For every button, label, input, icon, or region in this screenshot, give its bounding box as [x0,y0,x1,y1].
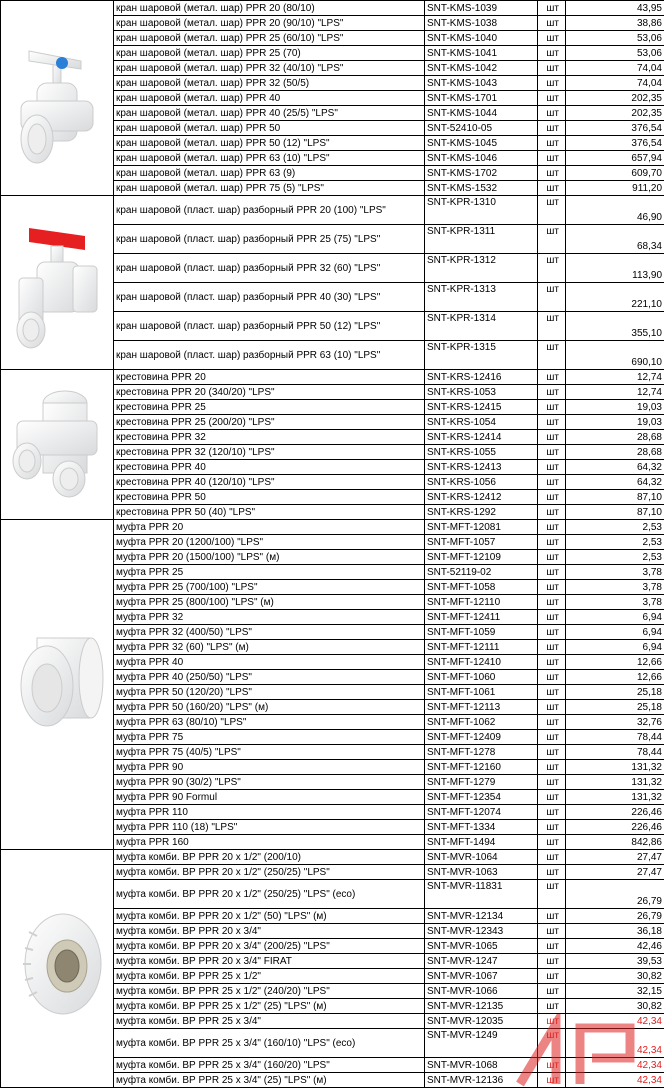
table-row [1,520,664,535]
product-name-cell: муфта комби. ВР PPR 25 х 3/4" [114,1014,425,1029]
product-image [1,520,114,850]
product-code-cell: SNT-KRS-12414 [425,430,538,445]
price-cell: 32,15 [566,984,664,999]
unit-cell: шт [538,196,566,225]
unit-cell: шт [538,91,566,106]
unit-cell: шт [538,1014,566,1029]
unit-cell: шт [538,490,566,505]
unit-cell: шт [538,520,566,535]
product-code-cell: SNT-KRS-12413 [425,460,538,475]
unit-cell: шт [538,760,566,775]
product-code-cell: SNT-KRS-1054 [425,415,538,430]
table-row [1,196,664,225]
unit-cell: шт [538,700,566,715]
product-code-cell: SNT-MVR-11831 [425,880,538,909]
price-cell: 26,79 [566,880,664,909]
product-name-cell: крестовина PPR 25 (200/20) "LPS" [114,415,425,430]
product-name-cell: муфта комби. ВР PPR 25 х 1/2" (25) "LPS" (м) [114,999,425,1014]
product-code-cell: SNT-MFT-1279 [425,775,538,790]
unit-cell: шт [538,640,566,655]
product-code-cell: SNT-KRS-12412 [425,490,538,505]
product-name-cell: муфта комби. ВР PPR 20 х 3/4" FIRAT [114,954,425,969]
unit-cell: шт [538,400,566,415]
price-cell: 78,44 [566,730,664,745]
unit-cell: шт [538,430,566,445]
price-cell: 3,78 [566,580,664,595]
product-name-cell: кран шаровой (пласт. шар) разборный PPR 20 (100) "LPS" [114,196,425,225]
product-code-cell: SNT-52410-05 [425,121,538,136]
price-cell: 64,32 [566,460,664,475]
product-name-cell: муфта PPR 20 [114,520,425,535]
price-cell: 42,34 [566,1073,664,1088]
product-name-cell: кран шаровой (метал. шар) PPR 20 (90/10) "LPS" [114,16,425,31]
price-cell: 355,10 [566,312,664,341]
unit-cell: шт [538,595,566,610]
product-name-cell: крестовина PPR 32 [114,430,425,445]
product-code-cell: SNT-KMS-1041 [425,46,538,61]
unit-cell: шт [538,460,566,475]
product-name-cell: муфта PPR 90 [114,760,425,775]
product-code-cell: SNT-MFT-1334 [425,820,538,835]
unit-cell: шт [538,745,566,760]
product-name-cell: муфта PPR 110 (18) "LPS" [114,820,425,835]
unit-cell: шт [538,225,566,254]
unit-cell: шт [538,254,566,283]
unit-cell: шт [538,415,566,430]
price-cell: 27,47 [566,865,664,880]
product-name-cell: муфта PPR 32 (60) "LPS" (м) [114,640,425,655]
product-name-cell: муфта комби. ВР PPR 20 х 1/2" (250/25) "LPS" [114,865,425,880]
product-name-cell: муфта PPR 75 (40/5) "LPS" [114,745,425,760]
product-code-cell: SNT-MFT-1058 [425,580,538,595]
product-name-cell: муфта PPR 25 [114,565,425,580]
product-code-cell: SNT-MVR-1063 [425,865,538,880]
price-cell: 78,44 [566,745,664,760]
product-name-cell: муфта комби. ВР PPR 25 х 1/2" [114,969,425,984]
unit-cell: шт [538,805,566,820]
product-image [1,1,114,196]
unit-cell: шт [538,166,566,181]
product-code-cell: SNT-MFT-12074 [425,805,538,820]
product-code-cell: SNT-MVR-1247 [425,954,538,969]
unit-cell: шт [538,924,566,939]
product-code-cell: SNT-KMS-1045 [425,136,538,151]
price-cell: 25,18 [566,700,664,715]
product-code-cell: SNT-MVR-12136 [425,1073,538,1088]
unit-cell: шт [538,1058,566,1073]
unit-cell: шт [538,550,566,565]
table-row [1,850,664,865]
product-code-cell: SNT-MFT-1057 [425,535,538,550]
product-name-cell: кран шаровой (метал. шар) PPR 25 (70) [114,46,425,61]
price-cell: 131,32 [566,775,664,790]
product-name-cell: муфта комби. ВР PPR 25 х 3/4" (25) "LPS" (м) [114,1073,425,1088]
product-name-cell: крестовина PPR 20 (340/20) "LPS" [114,385,425,400]
product-code-cell: SNT-MFT-1060 [425,670,538,685]
product-name-cell: крестовина PPR 50 [114,490,425,505]
product-name-cell: крестовина PPR 32 (120/10) "LPS" [114,445,425,460]
price-cell: 221,10 [566,283,664,312]
unit-cell: шт [538,46,566,61]
product-code-cell: SNT-KMS-1039 [425,1,538,16]
product-code-cell: SNT-MFT-12411 [425,610,538,625]
price-cell: 25,18 [566,685,664,700]
product-code-cell: SNT-KPR-1311 [425,225,538,254]
unit-cell: шт [538,835,566,850]
product-code-cell: SNT-KMS-1044 [425,106,538,121]
product-name-cell: муфта PPR 40 [114,655,425,670]
product-name-cell: кран шаровой (пласт. шар) разборный PPR 50 (12) "LPS" [114,312,425,341]
price-cell: 42,34 [566,1058,664,1073]
product-name-cell: муфта PPR 25 (800/100) "LPS" (м) [114,595,425,610]
product-code-cell: SNT-MVR-1067 [425,969,538,984]
product-name-cell: муфта комби. ВР PPR 20 х 1/2" (200/10) [114,850,425,865]
price-cell: 19,03 [566,415,664,430]
product-name-cell: муфта PPR 50 (120/20) "LPS" [114,685,425,700]
price-cell: 53,06 [566,46,664,61]
price-cell: 42,34 [566,1014,664,1029]
price-cell: 32,76 [566,715,664,730]
price-cell: 202,35 [566,91,664,106]
unit-cell: шт [538,1073,566,1088]
product-code-cell: SNT-KRS-12416 [425,370,538,385]
product-name-cell: кран шаровой (метал. шар) PPR 20 (80/10) [114,1,425,16]
product-code-cell: SNT-MFT-1062 [425,715,538,730]
product-code-cell: SNT-KMS-1701 [425,91,538,106]
product-code-cell: SNT-KMS-1043 [425,76,538,91]
product-image [1,850,114,1088]
product-code-cell: SNT-MFT-12409 [425,730,538,745]
price-cell: 131,32 [566,760,664,775]
price-cell: 226,46 [566,820,664,835]
unit-cell: шт [538,954,566,969]
product-name-cell: кран шаровой (метал. шар) PPR 75 (5) "LPS" [114,181,425,196]
product-code-cell: SNT-MFT-12081 [425,520,538,535]
price-cell: 12,66 [566,655,664,670]
product-name-cell: муфта PPR 20 (1500/100) "LPS" (м) [114,550,425,565]
product-code-cell: SNT-KRS-12415 [425,400,538,415]
product-name-cell: кран шаровой (пласт. шар) разборный PPR 63 (10) "LPS" [114,341,425,370]
unit-cell: шт [538,341,566,370]
product-name-cell: крестовина PPR 50 (40) "LPS" [114,505,425,520]
product-name-cell: кран шаровой (метал. шар) PPR 40 [114,91,425,106]
product-image [1,196,114,370]
product-code-cell: SNT-MVR-1065 [425,939,538,954]
product-code-cell: SNT-MVR-1249 [425,1029,538,1058]
price-cell: 53,06 [566,31,664,46]
unit-cell: шт [538,820,566,835]
product-name-cell: муфта PPR 110 [114,805,425,820]
price-cell: 202,35 [566,106,664,121]
price-cell: 42,46 [566,939,664,954]
price-cell: 2,53 [566,550,664,565]
unit-cell: шт [538,790,566,805]
product-code-cell: SNT-MFT-12109 [425,550,538,565]
price-cell: 87,10 [566,490,664,505]
unit-cell: шт [538,730,566,745]
cross-fitting-icon [7,505,107,516]
product-code-cell: SNT-MFT-12160 [425,760,538,775]
product-code-cell: SNT-MVR-12343 [425,924,538,939]
product-code-cell: SNT-KPR-1315 [425,341,538,370]
price-cell: 609,70 [566,166,664,181]
price-cell: 19,03 [566,400,664,415]
price-cell: 376,54 [566,136,664,151]
price-cell: 376,54 [566,121,664,136]
product-code-cell: SNT-MVR-1068 [425,1058,538,1073]
unit-cell: шт [538,31,566,46]
unit-cell: шт [538,1029,566,1058]
product-name-cell: кран шаровой (пласт. шар) разборный PPR 32 (60) "LPS" [114,254,425,283]
unit-cell: шт [538,61,566,76]
coupling-icon [7,750,107,761]
product-name-cell: кран шаровой (метал. шар) PPR 63 (10) "LPS" [114,151,425,166]
unit-cell: шт [538,909,566,924]
unit-cell: шт [538,535,566,550]
price-cell: 2,53 [566,535,664,550]
price-cell: 26,79 [566,909,664,924]
unit-cell: шт [538,580,566,595]
unit-cell: шт [538,283,566,312]
unit-cell: шт [538,565,566,580]
product-code-cell: SNT-MFT-1494 [425,835,538,850]
price-cell: 911,20 [566,181,664,196]
product-code-cell: SNT-MVR-12035 [425,1014,538,1029]
price-cell: 30,82 [566,999,664,1014]
product-code-cell: SNT-MFT-12110 [425,595,538,610]
price-cell: 12,74 [566,370,664,385]
unit-cell: шт [538,16,566,31]
price-cell: 131,32 [566,790,664,805]
product-name-cell: муфта PPR 90 (30/2) "LPS" [114,775,425,790]
product-name-cell: кран шаровой (метал. шар) PPR 25 (60/10) "LPS" [114,31,425,46]
price-cell: 12,66 [566,670,664,685]
unit-cell: шт [538,715,566,730]
product-name-cell: муфта PPR 50 (160/20) "LPS" (м) [114,700,425,715]
unit-cell: шт [538,76,566,91]
price-cell: 226,46 [566,805,664,820]
product-name-cell: муфта комби. ВР PPR 25 х 1/2" (240/20) "LPS" [114,984,425,999]
product-code-cell: SNT-KMS-1042 [425,61,538,76]
unit-cell: шт [538,106,566,121]
product-name-cell: крестовина PPR 40 [114,460,425,475]
price-cell: 28,68 [566,445,664,460]
price-cell: 74,04 [566,61,664,76]
product-code-cell: SNT-KPR-1312 [425,254,538,283]
table-row [1,370,664,385]
ball-valve-metal-ball-icon [7,163,107,174]
unit-cell: шт [538,655,566,670]
unit-cell: шт [538,121,566,136]
product-name-cell: кран шаровой (метал. шар) PPR 50 (12) "LPS" [114,136,425,151]
price-cell: 28,68 [566,430,664,445]
price-cell: 113,90 [566,254,664,283]
unit-cell: шт [538,610,566,625]
unit-cell: шт [538,1,566,16]
product-name-cell: муфта комби. ВР PPR 20 х 3/4" (200/25) "LPS" [114,939,425,954]
product-name-cell: муфта PPR 90 Formul [114,790,425,805]
price-cell: 6,94 [566,625,664,640]
product-code-cell: SNT-KPR-1314 [425,312,538,341]
unit-cell: шт [538,445,566,460]
product-code-cell: SNT-KRS-1292 [425,505,538,520]
product-name-cell: муфта PPR 40 (250/50) "LPS" [114,670,425,685]
unit-cell: шт [538,865,566,880]
unit-cell: шт [538,151,566,166]
product-code-cell: SNT-KRS-1056 [425,475,538,490]
unit-cell: шт [538,625,566,640]
unit-cell: шт [538,505,566,520]
price-cell: 46,90 [566,196,664,225]
product-name-cell: муфта PPR 25 (700/100) "LPS" [114,580,425,595]
price-cell: 6,94 [566,640,664,655]
price-cell: 42,34 [566,1029,664,1058]
product-name-cell: муфта PPR 20 (1200/100) "LPS" [114,535,425,550]
product-name-cell: кран шаровой (метал. шар) PPR 40 (25/5) "LPS" [114,106,425,121]
unit-cell: шт [538,385,566,400]
product-name-cell: кран шаровой (метал. шар) PPR 63 (9) [114,166,425,181]
price-cell: 690,10 [566,341,664,370]
unit-cell: шт [538,775,566,790]
price-cell: 657,94 [566,151,664,166]
price-cell: 6,94 [566,610,664,625]
product-code-cell: SNT-MFT-1278 [425,745,538,760]
price-cell: 36,18 [566,924,664,939]
unit-cell: шт [538,685,566,700]
unit-cell: шт [538,850,566,865]
combi-coupling-female-thread-icon [7,1034,107,1045]
price-cell: 87,10 [566,505,664,520]
unit-cell: шт [538,181,566,196]
product-name-cell: муфта PPR 63 (80/10) "LPS" [114,715,425,730]
product-image [1,370,114,520]
product-name-cell: муфта комби. ВР PPR 25 х 3/4" (160/10) "LPS" (eco) [114,1029,425,1058]
unit-cell: шт [538,939,566,954]
product-code-cell: SNT-KMS-1532 [425,181,538,196]
product-name-cell: муфта PPR 160 [114,835,425,850]
product-name-cell: муфта комби. ВР PPR 20 х 1/2" (250/25) "LPS" (eco) [114,880,425,909]
product-code-cell: SNT-MFT-12354 [425,790,538,805]
product-name-cell: кран шаровой (метал. шар) PPR 50 [114,121,425,136]
unit-cell: шт [538,136,566,151]
product-code-cell: SNT-MFT-1061 [425,685,538,700]
unit-cell: шт [538,969,566,984]
product-name-cell: крестовина PPR 40 (120/10) "LPS" [114,475,425,490]
price-cell: 12,74 [566,385,664,400]
product-name-cell: муфта PPR 75 [114,730,425,745]
product-name-cell: кран шаровой (пласт. шар) разборный PPR 40 (30) "LPS" [114,283,425,312]
product-name-cell: муфта комби. ВР PPR 20 х 1/2" (50) "LPS" (м) [114,909,425,924]
price-cell: 38,86 [566,16,664,31]
product-code-cell: SNT-MVR-1064 [425,850,538,865]
product-code-cell: SNT-KRS-1055 [425,445,538,460]
product-name-cell: кран шаровой (метал. шар) PPR 32 (50/5) [114,76,425,91]
product-code-cell: SNT-KMS-1040 [425,31,538,46]
product-code-cell: SNT-KMS-1046 [425,151,538,166]
product-code-cell: SNT-KMS-1702 [425,166,538,181]
product-code-cell: SNT-MFT-12113 [425,700,538,715]
product-code-cell: SNT-52119-02 [425,565,538,580]
price-cell: 39,53 [566,954,664,969]
price-cell: 64,32 [566,475,664,490]
product-code-cell: SNT-MVR-1066 [425,984,538,999]
table-row [1,1,664,16]
price-cell: 27,47 [566,850,664,865]
product-code-cell: SNT-KPR-1313 [425,283,538,312]
ball-valve-plastic-ball-icon [7,348,107,359]
unit-cell: шт [538,880,566,909]
product-code-cell: SNT-MFT-12111 [425,640,538,655]
product-code-cell: SNT-MFT-12410 [425,655,538,670]
unit-cell: шт [538,984,566,999]
unit-cell: шт [538,670,566,685]
product-name-cell: муфта комби. ВР PPR 20 х 3/4" [114,924,425,939]
product-name-cell: кран шаровой (метал. шар) PPR 32 (40/10) "LPS" [114,61,425,76]
price-cell: 74,04 [566,76,664,91]
product-name-cell: кран шаровой (пласт. шар) разборный PPR 25 (75) "LPS" [114,225,425,254]
price-cell: 43,95 [566,1,664,16]
product-name-cell: муфта комби. ВР PPR 25 х 3/4" (160/20) "LPS" [114,1058,425,1073]
unit-cell: шт [538,999,566,1014]
price-cell: 30,82 [566,969,664,984]
price-cell: 3,78 [566,595,664,610]
price-cell: 2,53 [566,520,664,535]
product-name-cell: муфта PPR 32 [114,610,425,625]
product-code-cell: SNT-KRS-1053 [425,385,538,400]
price-cell: 842,86 [566,835,664,850]
price-cell: 68,34 [566,225,664,254]
product-code-cell: SNT-KMS-1038 [425,16,538,31]
product-code-cell: SNT-MFT-1059 [425,625,538,640]
unit-cell: шт [538,312,566,341]
product-code-cell: SNT-MVR-12134 [425,909,538,924]
unit-cell: шт [538,370,566,385]
product-name-cell: крестовина PPR 25 [114,400,425,415]
product-name-cell: муфта PPR 32 (400/50) "LPS" [114,625,425,640]
price-cell: 3,78 [566,565,664,580]
product-name-cell: крестовина PPR 20 [114,370,425,385]
product-code-cell: SNT-KPR-1310 [425,196,538,225]
product-code-cell: SNT-MVR-12135 [425,999,538,1014]
unit-cell: шт [538,475,566,490]
